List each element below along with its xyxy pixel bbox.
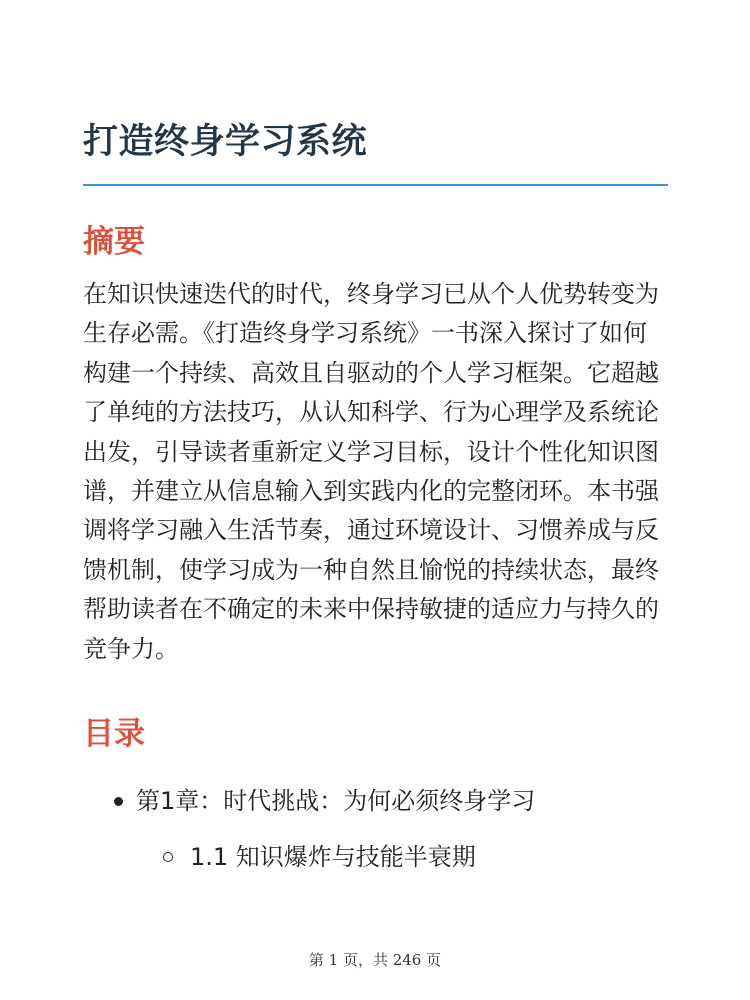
title-divider [83, 184, 668, 186]
abstract-heading: 摘要 [83, 224, 145, 260]
toc-subsection-item[interactable] [83, 837, 668, 877]
toc-chapter-item[interactable] [83, 781, 668, 821]
page-footer: 第 1 页，共 246 页 [308, 951, 442, 969]
document-title: 打造终身学习系统 [83, 122, 368, 162]
toc-list [83, 781, 668, 877]
abstract-paragraph: 在知识快速迭代的时代，终身学习已从个人优势转变为生存必需。《打造终身学习系统》一书深入探讨了如何构建一个持续、高效且自驱动的个人学习框架。它超越了单纯的方法技巧，从认知科学、行为心理学及系统论出发，引导读者重新定义学习目标，设计个性化知识图谱，并建立从信息输入到实践内化的完整闭环。本书强调将学习融入生活节奏，通过环境设计、习惯养成与反馈机制，使学习成为一种自然且愉悦的持续状态，最终帮助读者在不确定的未来中保持敏捷的适应力与持久的竞争力。 [83, 280, 659, 663]
page-content [83, 118, 668, 877]
circle-bullet-icon [163, 852, 173, 862]
disc-bullet-icon [114, 797, 123, 806]
toc-heading: 目录 [83, 716, 145, 753]
toc-chapter-label: 第1章：时代挑战：为何必须终身学习 [136, 787, 536, 816]
toc-subsection-label: 1.1 知识爆炸与技能半衰期 [190, 843, 476, 872]
